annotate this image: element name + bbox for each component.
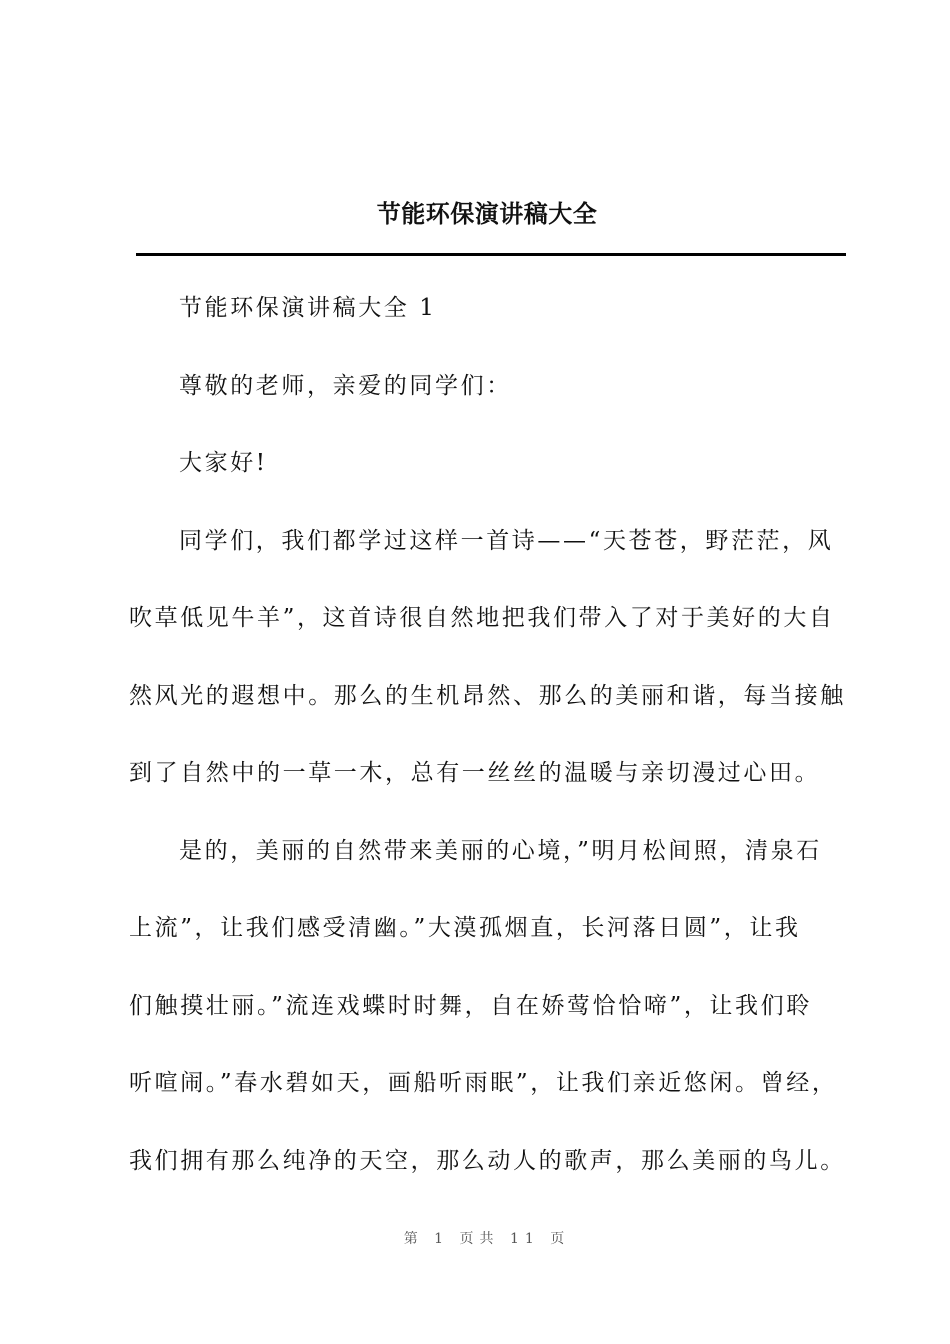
document-body [129, 270, 849, 1200]
salutation: 尊敬的老师，亲爱的同学们： [179, 372, 512, 399]
greeting: 大家好! [179, 450, 268, 476]
body-paragraph: 是的，美丽的自然带来美丽的心境，”明月松间照，清泉石 上流”，让我们感受清幽。”大漠孤烟直，长河落日圆”，让我 们触摸壮丽。”流连戏蝶时时舞，自在娇莺恰恰啼”，让我们聆 听喧闹。”春水碧如天，画船听雨眠”，让我们亲近悠闲。曾经， 我们拥有那么纯净的天空，那么动人的歌声，那么美丽的鸟儿。 [129, 837, 846, 1174]
title-underline [136, 253, 846, 256]
body-paragraph: 同学们，我们都学过这样一首诗——“天苍苍，野茫茫，风 吹草低见牛羊”，这首诗很自然地把我们带入了对于美好的大自 然风光的遐想中。那么的生机昂然、那么的美丽和谐，每当接触 到了自然中的一草一木，总有一丝丝的温暖与亲切漫过心田。 [129, 527, 846, 786]
section-heading: 节能环保演讲稿大全 1 [179, 295, 437, 321]
document-title: 节能环保演讲稿大全 [376, 200, 598, 228]
page-number-footer: 第 1 页共 11 页 [403, 1231, 571, 1247]
